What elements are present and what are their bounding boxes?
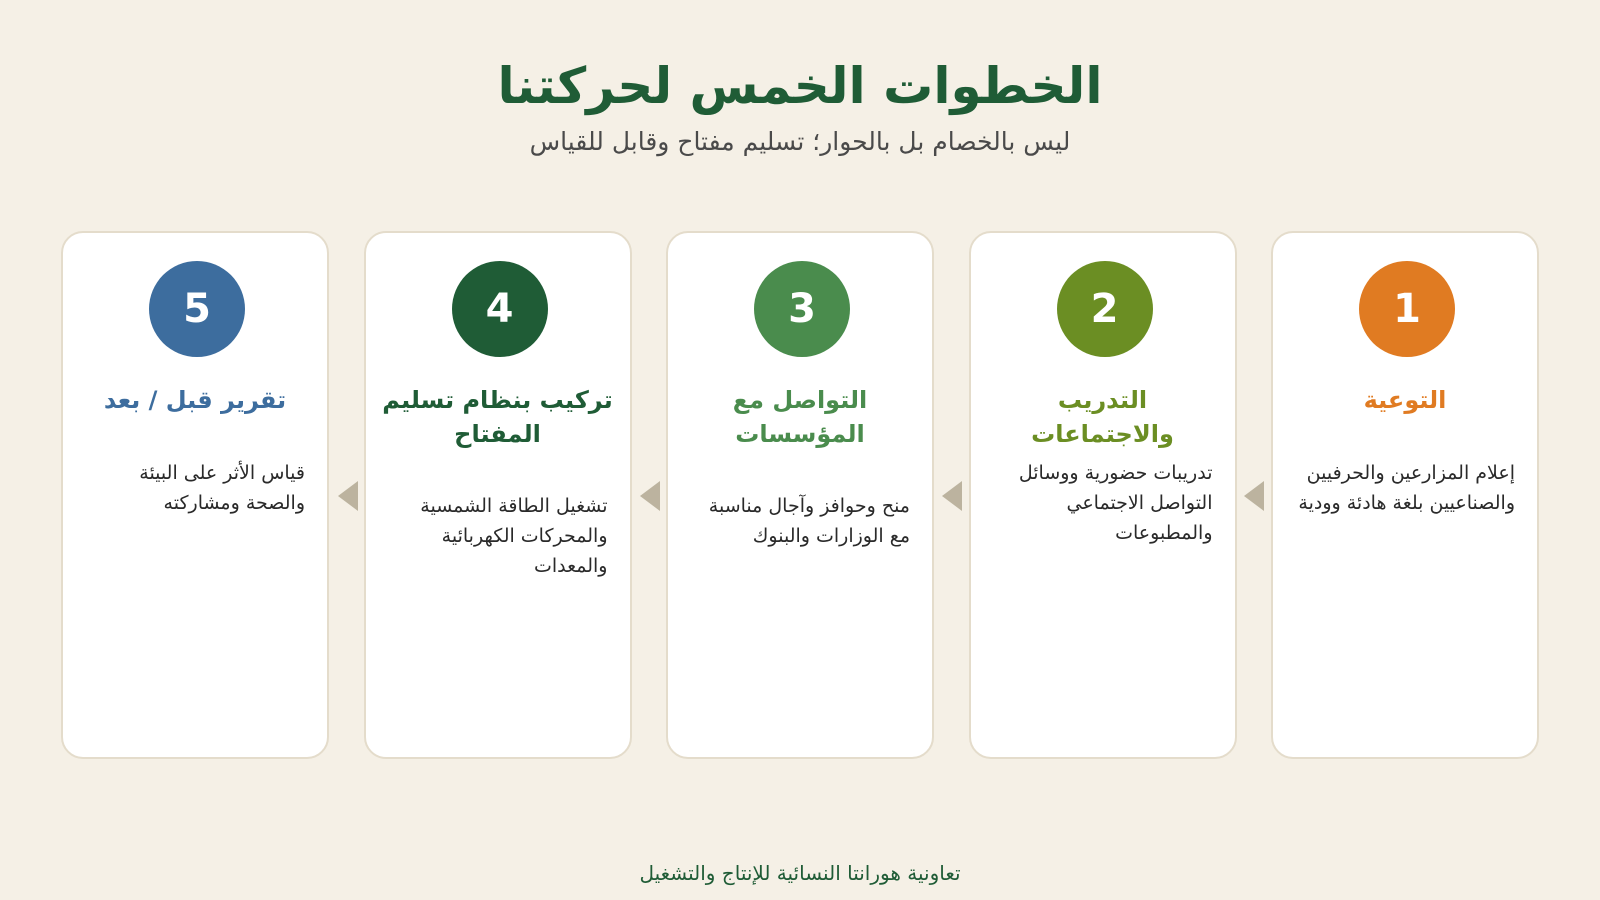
step-description: منح وحوافز وآجال مناسبة مع الوزارات والبنوك [708,495,910,547]
arrow-left-icon [338,481,358,511]
page-title: الخطوات الخمس لحركتنا [497,57,1103,115]
step-card-2 [969,231,1237,759]
step-card-1 [1271,231,1539,759]
step-description: تدريبات حضورية ووسائل التواصل الاجتماعي والمطبوعات [1018,462,1213,544]
steps-row [61,231,1539,759]
arrow-left-icon [942,481,962,511]
step-title: التدريب والاجتماعات [1031,386,1174,448]
step-number-badge: 2 [1057,261,1153,357]
step-card-5 [61,231,329,759]
step-description: تشغيل الطاقة الشمسية والمحركات الكهربائية والمعدات [420,495,608,577]
step-number-badge: 3 [754,261,850,357]
footer-organization: تعاونية هورانتا النسائية للإنتاج والتشغيل [639,861,961,885]
step-card-4 [364,231,632,759]
step-number-badge: 5 [149,261,245,357]
step-title: تركيب بنظام تسليم المفتاح [382,386,613,448]
page-subtitle: ليس بالخصام بل بالحوار؛ تسليم مفتاح وقابل للقياس [529,127,1071,156]
step-title: التوعية [1363,386,1447,414]
step-number-badge: 1 [1359,261,1455,357]
step-title: تقرير قبل / بعد [103,386,287,414]
step-description: قياس الأثر على البيئة والصحة ومشاركته [139,462,305,514]
arrow-left-icon [1244,481,1264,511]
step-card-3 [666,231,934,759]
step-number-badge: 4 [452,261,548,357]
step-description: إعلام المزارعين والحرفيين والصناعيين بلغة هادئة وودية [1298,462,1515,514]
step-title: التواصل مع المؤسسات [732,386,868,448]
arrow-left-icon [640,481,660,511]
